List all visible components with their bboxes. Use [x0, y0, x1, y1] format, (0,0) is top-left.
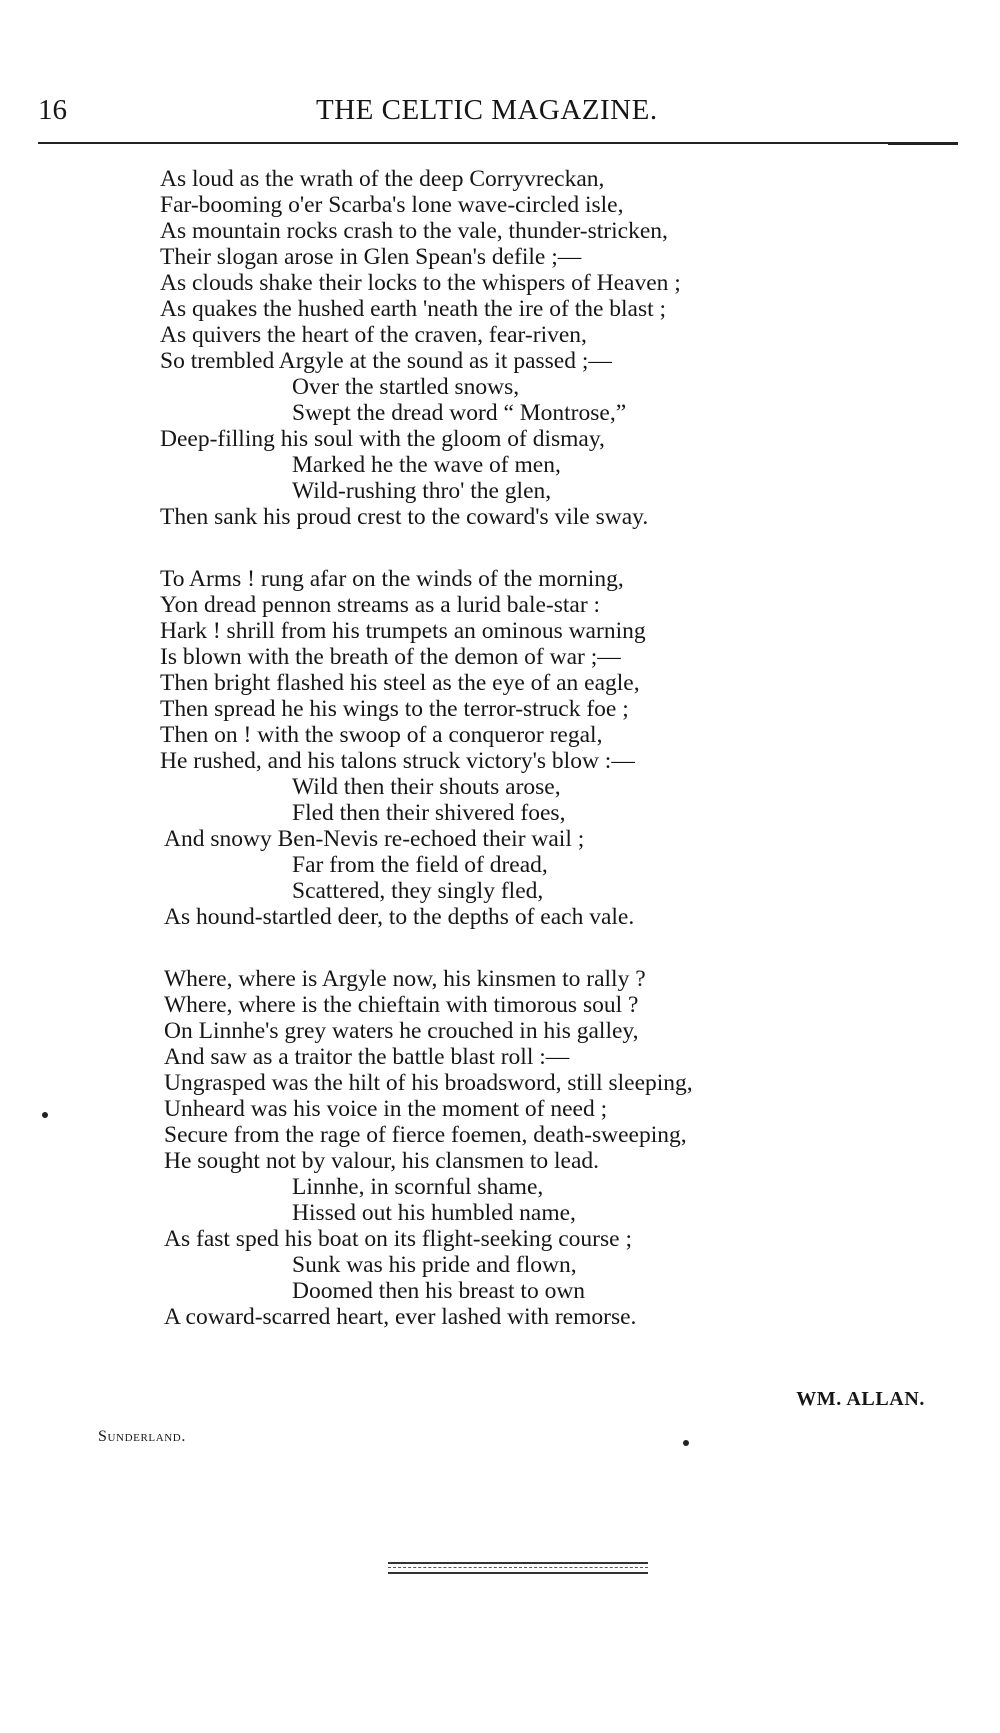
poem-line: Secure from the rage of fierce foemen, death-sweeping,	[164, 1122, 687, 1148]
poem-line: Then spread he his wings to the terror-struck foe ;	[160, 696, 629, 722]
poem-line: Unheard was his voice in the moment of need ;	[164, 1096, 608, 1122]
poem	[160, 166, 920, 1366]
poem-line: On Linnhe's grey waters he crouched in his galley,	[164, 1018, 639, 1044]
poem-line: So trembled Argyle at the sound as it passed ;—	[160, 348, 612, 374]
running-head	[38, 92, 958, 132]
poem-line: As loud as the wrath of the deep Corryvreckan,	[160, 166, 605, 192]
stanza-3	[160, 966, 920, 1330]
poem-line: Is blown with the breath of the demon of war ;—	[160, 644, 621, 670]
header-rule	[38, 142, 958, 144]
poem-line: As fast sped his boat on its flight-seeking course ;	[164, 1226, 632, 1252]
poem-line-indented: Wild then their shouts arose,	[292, 774, 561, 800]
poem-line: Their slogan arose in Glen Spean's defile ;—	[160, 244, 582, 270]
poem-line: Then bright flashed his steel as the eye of an eagle,	[160, 670, 640, 696]
print-speck	[42, 1112, 48, 1118]
poem-line: Where, where is the chieftain with timorous soul ?	[164, 992, 639, 1018]
poem-line-indented: Fled then their shivered foes,	[292, 800, 566, 826]
poem-line: A coward-scarred heart, ever lashed with remorse.	[164, 1304, 637, 1330]
page-number: 16	[38, 94, 67, 126]
poem-line-indented: Far from the field of dread,	[292, 852, 548, 878]
poem-line-indented: Marked he the wave of men,	[292, 452, 561, 478]
poem-line: Where, where is Argyle now, his kinsmen to rally ?	[164, 966, 646, 992]
magazine-title: THE CELTIC MAGAZINE.	[316, 94, 658, 126]
poem-line: Ungrasped was the hilt of his broadsword, still sleeping,	[164, 1070, 693, 1096]
poem-line: As quakes the hushed earth 'neath the ire of the blast ;	[160, 296, 667, 322]
poem-line-indented: Sunk was his pride and flown,	[292, 1252, 577, 1278]
poem-line: And saw as a traitor the battle blast roll :—	[164, 1044, 570, 1070]
poem-line: He rushed, and his talons struck victory's blow :—	[160, 748, 635, 774]
stanza-1	[160, 166, 920, 530]
poem-line: Then on ! with the swoop of a conqueror regal,	[160, 722, 603, 748]
poem-line-indented: Swept the dread word “ Montrose,”	[292, 400, 627, 426]
poem-line-indented: Wild-rushing thro' the glen,	[292, 478, 552, 504]
poem-line-indented: Linnhe, in scornful shame,	[292, 1174, 544, 1200]
ornament-rule	[388, 1567, 648, 1568]
poem-line: Then sank his proud crest to the coward's vile sway.	[160, 504, 649, 530]
poem-line: Far-booming o'er Scarba's lone wave-circled isle,	[160, 192, 624, 218]
poem-line: As clouds shake their locks to the whispers of Heaven ;	[160, 270, 681, 296]
poem-line: Yon dread pennon streams as a lurid bale-star :	[160, 592, 601, 618]
poem-line: As quivers the heart of the craven, fear-riven,	[160, 322, 587, 348]
poem-line: As mountain rocks crash to the vale, thunder-stricken,	[160, 218, 668, 244]
poem-line-indented: Over the startled snows,	[292, 374, 520, 400]
place-of-writing: Sunderland.	[98, 1428, 186, 1445]
author-signature: WM. ALLAN.	[796, 1388, 925, 1410]
stanza-2	[160, 566, 920, 930]
poem-line: Hark ! shrill from his trumpets an ominous warning	[160, 618, 646, 644]
print-speck	[683, 1440, 689, 1446]
poem-line: He sought not by valour, his clansmen to lead.	[164, 1148, 600, 1174]
poem-line: To Arms ! rung afar on the winds of the morning,	[160, 566, 624, 592]
poem-line: As hound-startled deer, to the depths of each vale.	[164, 904, 635, 930]
poem-line: And snowy Ben-Nevis re-echoed their wail ;	[164, 826, 585, 852]
poem-line-indented: Doomed then his breast to own	[292, 1278, 586, 1304]
ornament-rule	[388, 1562, 648, 1564]
poem-line-indented: Scattered, they singly fled,	[292, 878, 544, 904]
ornament-rule	[388, 1572, 648, 1574]
poem-line: Deep-filling his soul with the gloom of dismay,	[160, 426, 605, 452]
section-end-ornament	[388, 1562, 648, 1576]
poem-line-indented: Hissed out his humbled name,	[292, 1200, 576, 1226]
